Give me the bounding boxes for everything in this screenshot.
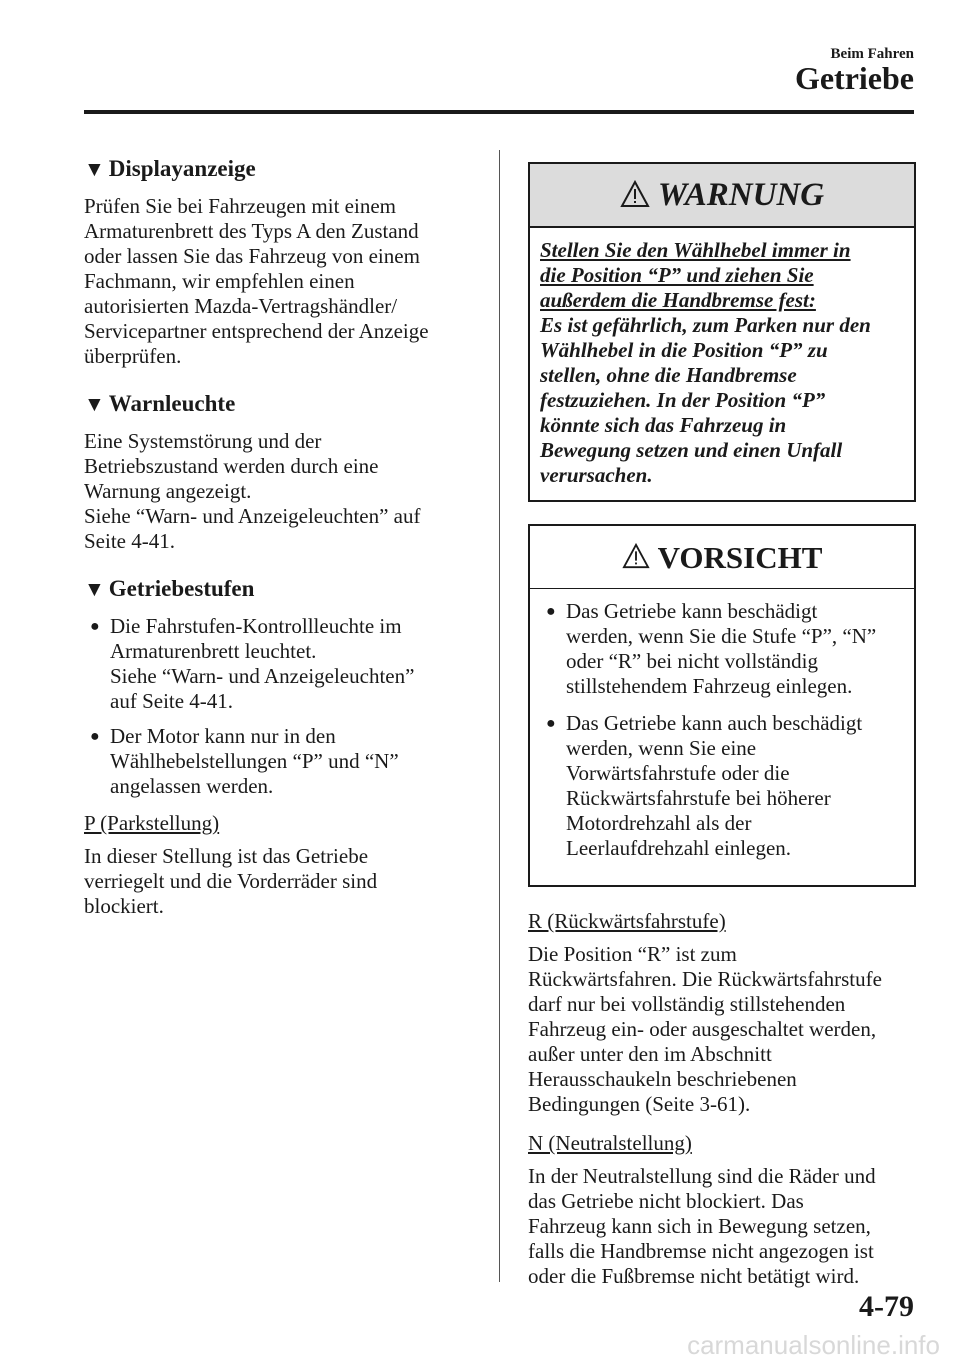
neutral-heading: N (Neutralstellung) [528,1131,692,1155]
page-number: 4-79 [859,1290,914,1323]
caution-body [530,589,914,885]
list-item: ● Das Getriebe kann auch beschädigt werden, wenn Sie eine Vorwärtsfahrstufe oder die Rückwärtsfahrstufe bei höherer Motordrehzahl als der Leerlaufdrehzahl einlegen. [546,711,863,860]
park-heading: P (Parkstellung) [84,811,220,835]
warning-text: Es ist gefährlich, zum Parken nur den Wählhebel in die Position “P” zu stellen, ohne die Handbremse festzuziehen. In der Position “P” könnte sich das Fahrzeug in Bewegung setzen und einen Unfall verursachen. [540,313,871,487]
triangle-down-icon: ▼ [84,157,105,181]
watermark: carmanualsonline.info [687,1330,940,1360]
park-text: In dieser Stellung ist das Getriebe verriegelt und die Vorderräder sind blockiert. [84,844,378,918]
caution-header: VORSICHT [530,526,914,589]
header-rule [84,110,914,114]
reverse-heading: R (Rückwärtsfahrstufe) [528,909,726,933]
left-column [84,156,476,933]
list-item: ● Das Getriebe kann beschädigt werden, wenn Sie die Stufe “P”, “N” oder “R” bei nicht vollständig stillstehendem Fahrzeug einlegen. [546,599,877,698]
reverse-text: Die Position “R” ist zum Rückwärtsfahren. Die Rückwärtsfahrstufe darf nur bei vollständig stillstehenden Fahrzeug ein- oder ausgeschaltet werden, außer unter den im Abschnitt Herausschaukeln beschriebenen Bedingungen (Seite 3-61). [528,942,882,1116]
warning-triangle-icon [622,543,650,571]
warning-lead: Stellen Sie den Wählhebel immer in die Position “P” und ziehen Sie außerdem die Handbremse fest: [540,238,851,312]
page-title: Getriebe [794,60,914,96]
section-heading-display: ▼ Displayanzeige [84,156,256,181]
section-heading-warning-light: ▼ Warnleuchte [84,391,236,416]
warning-body [530,228,914,500]
section-label: Beim Fahren [830,46,914,62]
gears-list [84,614,476,799]
warning-box [528,162,916,502]
bullet-icon: ● [546,715,556,732]
triangle-down-icon: ▼ [84,577,105,601]
caution-box [528,524,916,887]
right-column [528,162,916,1303]
list-item: ● Die Fahrstufen-Kontrollleuchte im Armaturenbrett leuchtet. Siehe “Warn- und Anzeigeleuchten” auf Seite 4-41. [90,614,415,713]
warning-header: WARNUNG [530,164,914,228]
warning-triangle-icon [620,180,650,211]
warning-light-text: Eine Systemstörung und der Betriebszustand werden durch eine Warnung angezeigt. Siehe “Warn- und Anzeigeleuchten” auf Seite 4-41. [84,429,421,553]
bullet-icon: ● [90,728,100,745]
triangle-down-icon: ▼ [84,392,105,416]
bullet-icon: ● [546,603,556,620]
neutral-text: In der Neutralstellung sind die Räder und das Getriebe nicht blockiert. Das Fahrzeug kann sich in Bewegung setzen, falls die Handbremse nicht angezogen ist oder die Fußbremse nicht betätigt wird. [528,1164,876,1288]
display-text: Prüfen Sie bei Fahrzeugen mit einem Armaturenbrett des Typs A den Zustand oder lassen Sie das Fahrzeug von einem Fachmann, wir empfehlen einen autorisierten Mazda-Vertragshändler/ Servicepartner entsprechend der Anzeige überprüfen. [84,194,429,368]
section-heading-gears: ▼ Getriebestufen [84,576,255,601]
column-divider [499,150,500,1282]
list-item: ● Der Motor kann nur in den Wählhebelstellungen “P” und “N” angelassen werden. [90,724,399,798]
caution-list [540,599,904,861]
bullet-icon: ● [90,618,100,635]
